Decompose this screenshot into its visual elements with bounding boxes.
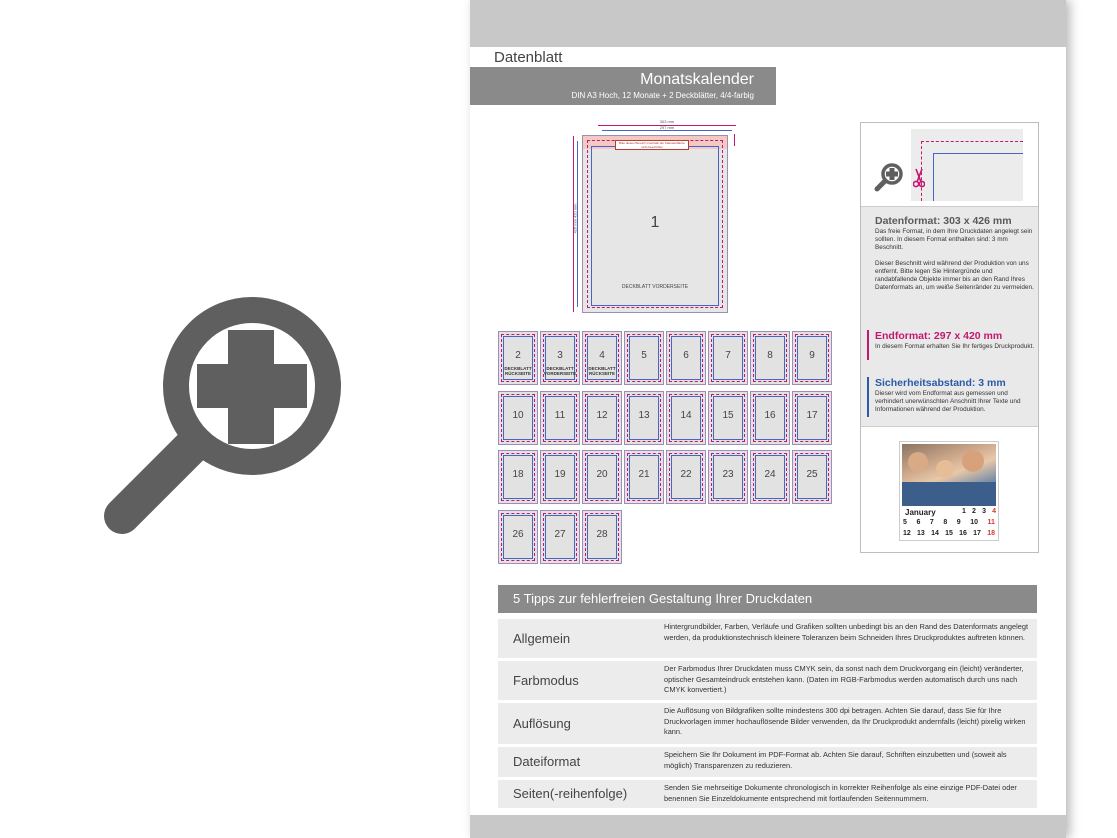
page-thumbnail[interactable] (792, 450, 832, 504)
endformat-text: In diesem Format erhalten Sie Ihr fertiges Druckprodukt. (875, 343, 1035, 350)
calendar-day: 15 (945, 530, 953, 537)
product-title: Monatskalender (640, 71, 754, 88)
page-number: 15 (722, 409, 734, 421)
calendar-day: 14 (931, 530, 939, 537)
calendar-photo (902, 444, 996, 506)
product-subtitle: DIN A3 Hoch, 12 Monate + 2 Deckblätter, 4/4-farbig (571, 91, 754, 100)
cover-page-number: 1 (650, 214, 660, 231)
page-caption: DECKBLATT RÜCKSEITE (588, 366, 616, 376)
calendar-day: 11 (987, 519, 995, 526)
datenformat-text-1: Das freie Format, in dem Ihre Druckdaten angelegt sein sollten. In diesem Format enthalten sind: 3 mm Beschnitt. (875, 228, 1033, 251)
cover-page-diagram[interactable] (582, 135, 728, 313)
page-thumbnail[interactable] (666, 391, 706, 445)
tip-row (498, 747, 1037, 777)
page-thumbnail[interactable] (750, 331, 790, 385)
calendar-day: 13 (917, 530, 925, 537)
page-number: 19 (554, 469, 566, 480)
page-number: 13 (638, 409, 650, 421)
page-number: 17 (806, 409, 818, 421)
datenformat-title: Datenformat: 303 x 426 mm (875, 215, 1012, 227)
page-thumbnail[interactable] (708, 391, 748, 445)
datenformat-section (875, 215, 1035, 292)
calendar-day: 10 (970, 519, 978, 526)
page-thumbnail[interactable] (540, 391, 580, 445)
calendar-month: January (905, 508, 936, 517)
page-number: 5 (641, 350, 647, 361)
tip-text: Der Farbmodus Ihrer Druckdaten muss CMYK sein, da sonst nach dem Druckvorgang ein (leicht) veränderter, optischer Gesamteindruck entstehen kann. (Daten im RGB-Farbmodus werden automatisch durch uns nach CMYK konvertiert.) (664, 664, 1024, 694)
tip-row (498, 780, 1037, 808)
page-number: 12 (596, 409, 608, 421)
tip-row (498, 703, 1037, 744)
page-number: 21 (638, 469, 650, 480)
page-caption: DECKBLATT VORDERSEITE (543, 366, 577, 376)
page-number: 20 (596, 469, 608, 480)
page-thumbnail[interactable] (582, 391, 622, 445)
page-number: 6 (683, 350, 689, 361)
product-preview (861, 426, 1038, 552)
tip-text: Die Auflösung von Bildgrafiken sollte mindestens 300 dpi betragen. Achten Sie darauf, dass Sie für Ihre Druckvorlagen immer hochauflösende Bilder verwenden, da Ihr Druckprodukt andernfalls (leicht) pixelig wirken kann. (664, 706, 1026, 736)
tip-row (498, 661, 1037, 700)
calendar-day: 1 (962, 508, 966, 515)
page-thumbnail[interactable] (498, 510, 538, 564)
calendar-day: 12 (903, 530, 911, 537)
tip-label: Allgemein (513, 631, 571, 646)
height-label: 426 mm 420 mm (572, 203, 578, 234)
zoom-in-button[interactable] (100, 288, 360, 548)
tips-heading: 5 Tipps zur fehlerfreien Gestaltung Ihrer Druckdaten (498, 585, 1037, 613)
calendar-day: 3 (982, 508, 986, 515)
calendar-day: 18 (987, 530, 995, 537)
endformat-title: Endformat: 297 x 420 mm (875, 330, 1003, 342)
zoom-in-small-icon (873, 161, 905, 193)
calendar-day: 8 (943, 519, 948, 526)
page-number: 3 (557, 350, 563, 361)
page-number: 24 (764, 469, 776, 480)
page-thumbnail[interactable] (708, 450, 748, 504)
sicherheit-text: Dieser wird vom Endformat aus gemessen und verhindert unerwünschten Anschnitt Ihrer Texte und Informationen während der Produktion. (875, 390, 1021, 413)
page-number: 16 (764, 409, 776, 421)
page-thumbnail[interactable] (582, 331, 622, 385)
sicherheit-title: Sicherheitsabstand: 3 mm (875, 377, 1006, 389)
zoom-in-icon (100, 288, 360, 548)
datasheet-page (470, 0, 1066, 838)
page-number: 2 (515, 350, 521, 361)
cover-page-label: DECKBLATT VORDERSEITE (621, 284, 689, 290)
calendar-week-2 (903, 519, 995, 526)
calendar-day: 5 (903, 519, 907, 526)
page-caption: DECKBLATT RÜCKSEITE (504, 366, 532, 376)
page-number: 27 (554, 528, 566, 540)
sicherheit-section (875, 377, 1035, 414)
page-thumbnail[interactable] (708, 331, 748, 385)
page-number: 25 (806, 469, 818, 480)
calendar-day: 4 (992, 508, 996, 515)
sheet-top-bar (470, 0, 1066, 47)
page-thumbnail[interactable] (624, 450, 664, 504)
page-thumbnail[interactable] (750, 391, 790, 445)
calendar-day: 16 (959, 530, 967, 537)
calendar-day: 7 (929, 519, 934, 526)
height-dimension (570, 136, 580, 312)
tip-label: Dateiformat (513, 754, 581, 769)
datenformat-text-2: Dieser Beschnitt wird während der Produktion von uns entfernt. Bitte legen Sie Hintergründe und randabfallende Objekte immer bis an den Rand Ihres Datenformats an, um weiße Seitenränder zu vermeiden. (875, 260, 1034, 291)
datasheet-tag: Datenblatt (470, 47, 591, 68)
page-number: 26 (512, 528, 524, 540)
calendar-week-1 (962, 508, 996, 515)
corner-detail (911, 129, 1023, 201)
bleed-dimension (732, 134, 740, 148)
product-title-bar (470, 67, 776, 105)
sheet-bottom-bar (470, 815, 1066, 838)
calendar-day: 2 (972, 508, 976, 515)
corner-detail-zoom[interactable] (861, 123, 1038, 207)
page-thumbnail[interactable] (750, 450, 790, 504)
tip-label: Auflösung (513, 716, 571, 731)
width-outer-label: 303 mm (659, 119, 675, 124)
page-thumbnail[interactable] (582, 510, 622, 564)
page-thumbnail[interactable] (666, 450, 706, 504)
page-thumbnail[interactable] (792, 331, 832, 385)
page-thumbnail[interactable] (498, 450, 538, 504)
page-thumbnail[interactable] (540, 331, 580, 385)
page-number: 18 (512, 469, 524, 480)
cover-note: Bitte diesen Bereich innerhalb der Kalenderfläche nicht beschriften (615, 140, 689, 150)
width-inner-label: 297 mm (659, 125, 675, 130)
page-number: 28 (596, 528, 608, 540)
page-number: 10 (512, 409, 524, 421)
tip-label: Farbmodus (513, 673, 579, 688)
page-thumbnail[interactable] (498, 391, 538, 445)
calendar-day: 6 (916, 519, 921, 526)
page-thumbnail[interactable] (624, 391, 664, 445)
page-number: 4 (599, 350, 605, 361)
page-number: 23 (722, 469, 734, 480)
tip-row (498, 619, 1037, 658)
calendar-preview (899, 441, 999, 541)
page-thumbnail[interactable] (582, 450, 622, 504)
page-number: 8 (767, 350, 773, 361)
sicherheit-marker (867, 377, 869, 417)
calendar-day: 17 (973, 530, 981, 537)
page-thumbnail[interactable] (666, 331, 706, 385)
scissors-icon (913, 167, 925, 189)
width-dimension (598, 119, 736, 134)
page-number: 14 (680, 409, 692, 421)
tip-text: Senden Sie mehrseitige Dokumente chronologisch in korrekter Reihenfolge als eine einzige PDF-Datei oder benennen Sie Einzeldokumente entsprechend mit fortlaufenden Seitennummern. (664, 783, 1017, 803)
endformat-section (875, 330, 1035, 351)
page-thumbnail[interactable] (498, 331, 538, 385)
endformat-marker (867, 330, 869, 360)
page-number: 11 (554, 409, 566, 421)
page-thumbnail[interactable] (540, 510, 580, 564)
page-number: 7 (725, 350, 731, 361)
calendar-day: 9 (956, 519, 961, 526)
page-number: 22 (680, 469, 692, 480)
calendar-week-3 (903, 530, 995, 537)
tip-text: Speichern Sie Ihr Dokument im PDF-Format ab. Achten Sie darauf, Schriften einzubetten und (soweit als möglich) Transparenzen zu reduzieren. (664, 750, 1007, 770)
tip-label: Seiten(-reihenfolge) (513, 786, 628, 801)
page-thumbnail[interactable] (624, 331, 664, 385)
page-thumbnail[interactable] (792, 391, 832, 445)
page-thumbnail[interactable] (540, 450, 580, 504)
tip-text: Hintergrundbilder, Farben, Verläufe und Grafiken sollten unbedingt bis an den Rand des Datenformats angelegt werden, da produktionstechnisch kleinere Toleranzen beim Schneiden Ihres Druckproduktes auftreten können. (664, 622, 1029, 642)
format-info-panel (860, 122, 1039, 553)
page-number: 9 (809, 350, 815, 361)
